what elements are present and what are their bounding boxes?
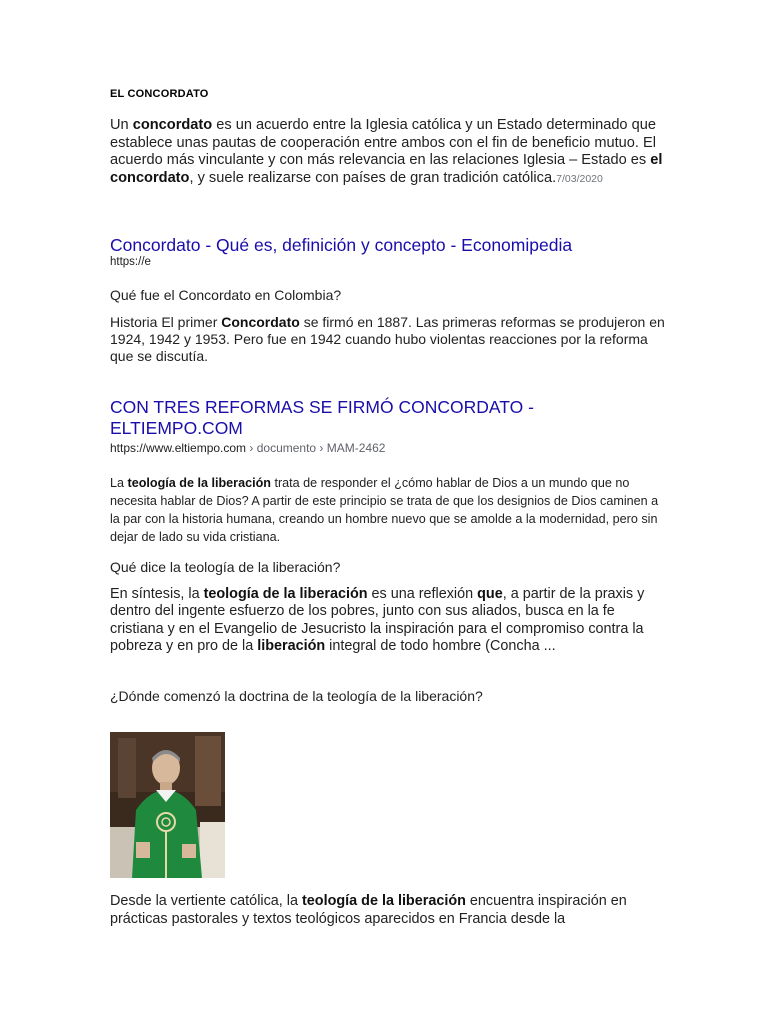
synthesis-text: , a partir de la praxis y dentro del ingente esfuerzo de los pobres, junto con sus aliados, busca en la fe cristiana y en el Evangelio de Jesucristo la inspiración para el compromiso contra la pobreza y en pro de la [110, 586, 645, 654]
intro-text: es un acuerdo entre la Iglesia católica y un Estado determinado que establece unas pautas de cooperación entre ambos con el fin de beneficio mutuo. El acuerdo más vinculante y con más relevancia en las relaciones Iglesia – Estado es [110, 117, 656, 168]
result-url[interactable]: https://www.eltiempo.com [110, 441, 247, 455]
history-text: Historia El primer [110, 314, 222, 330]
synthesis-text: integral de todo hombre (Concha ... [325, 637, 556, 654]
priest-photo-image [110, 732, 225, 878]
intro-bold-term: concordato [132, 117, 213, 133]
document-title: EL CONCORDATO [110, 88, 209, 100]
theology-bold-term: teología de la liberación [127, 476, 271, 490]
intro-paragraph [110, 117, 670, 188]
catholic-text: encuentra inspiración en prácticas pastorales y textos teológicos aparecidos en Francia desde la [110, 893, 627, 927]
catholic-bold-term: teología de la liberación [301, 893, 466, 909]
intro-date: 7/03/2020 [556, 172, 603, 185]
intro-text: , y suele realizarse con países de gran tradición católica. [189, 169, 557, 186]
synthesis-bold-term: liberación [257, 637, 326, 654]
theology-text: trata de responder el ¿cómo hablar de Dios a un mundo que no necesita hablar de Dios? A partir de este principio se trata de que los designios de Dios caminen a la par con la historia humana, creando un hombre nuevo que se amolde a la modernidad, pero sin dejar de lado su vida cristiana. [110, 476, 659, 544]
history-paragraph [110, 314, 670, 365]
question-colombia: Qué fue el Concordato en Colombia? [110, 287, 342, 303]
catholic-text: Desde la vertiente católica, la [110, 893, 302, 909]
result-title-line[interactable]: CON TRES REFORMAS SE FIRMÓ CONCORDATO - [110, 397, 534, 417]
synthesis-text: En síntesis, la [110, 586, 204, 602]
intro-bold-term: el concordato [110, 152, 663, 186]
synthesis-paragraph [110, 586, 670, 655]
synthesis-bold-term: que [477, 586, 503, 602]
question-theology: Qué dice la teología de la liberación? [110, 559, 341, 575]
result-url-eltiempo[interactable] [110, 441, 670, 455]
catholic-paragraph [110, 893, 670, 928]
synthesis-text: es una reflexión [367, 586, 478, 602]
result-breadcrumb: › documento › MAM-2462 [246, 441, 386, 455]
result-title-eltiempo[interactable] [110, 397, 670, 439]
theology-text: La [110, 476, 128, 490]
history-bold-term: Concordato [221, 314, 300, 330]
priest-photo [110, 732, 225, 878]
theology-paragraph [110, 474, 670, 546]
history-text: se firmó en 1887. Las primeras reformas se produjeron en 1924, 1942 y 1953. Pero fue en 1942 cuando hubo violentas reacciones por la reforma que se discutía. [110, 314, 665, 364]
intro-text: Un [110, 117, 133, 133]
question-origin: ¿Dónde comenzó la doctrina de la teología de la liberación? [110, 688, 483, 704]
result-title-line[interactable]: ELTIEMPO.COM [110, 418, 243, 438]
synthesis-bold-term: teología de la liberación [203, 586, 368, 602]
result-url-economipedia[interactable]: https://e [110, 256, 151, 268]
result-title-economipedia[interactable]: Concordato - Qué es, definición y concepto - Economipedia [110, 235, 573, 255]
